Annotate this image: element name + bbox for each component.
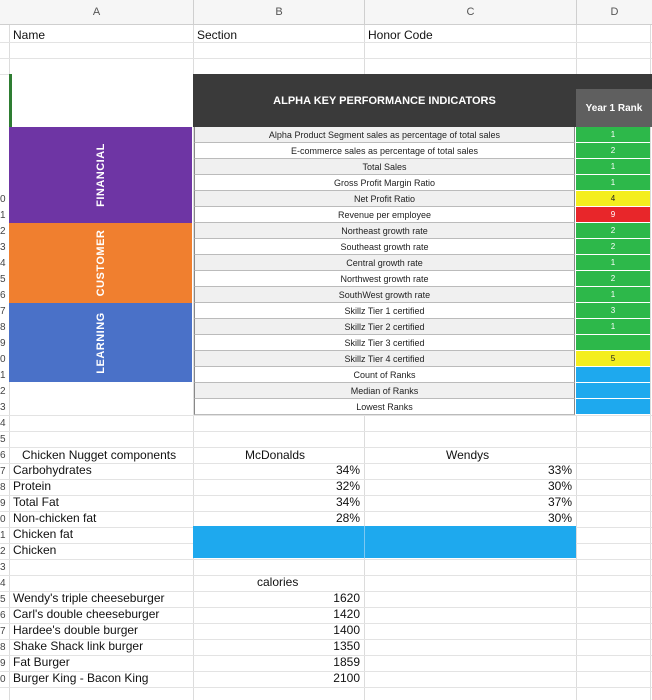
row-number[interactable]: 5 [0,434,6,445]
burger-name[interactable]: Fat Burger [13,655,70,669]
selected-empty-cell[interactable] [9,74,193,127]
row-number[interactable]: 3 [0,562,6,573]
kpi-label[interactable]: Skillz Tier 2 certified [194,319,575,335]
kpi-label[interactable]: Northwest growth rate [194,271,575,287]
grid-line [0,559,652,560]
rank-cell[interactable]: 1 [576,175,650,191]
kpi-label[interactable]: Median of Ranks [194,383,575,399]
rank-cell[interactable] [576,383,650,399]
nugget-row-label[interactable]: Total Fat [13,495,60,509]
rank-cell[interactable]: 1 [576,319,650,335]
highlight-divider [364,526,365,558]
wendys-header[interactable]: Wendys [446,448,490,462]
rank-cell[interactable] [576,335,650,351]
burger-name[interactable]: Carl's double cheeseburger [13,607,160,621]
row-number[interactable]: 1 [0,210,6,221]
chicken-fat-highlight[interactable] [193,526,576,542]
wendys-value[interactable]: 30% [547,479,572,493]
mcdonalds-value[interactable]: 34% [335,463,360,477]
grid-line [0,58,652,59]
rank-header-label: Year 1 Rank [576,89,652,127]
rank-cell[interactable]: 1 [576,127,650,143]
row-number[interactable]: 0 [0,674,6,685]
rank-cell[interactable]: 1 [576,287,650,303]
rank-cell[interactable]: 9 [576,207,650,223]
rank-cell[interactable]: 3 [576,303,650,319]
financial-label: FINANCIAL [94,143,107,207]
wendys-value[interactable]: 33% [547,463,572,477]
row-number[interactable]: 0 [0,514,6,525]
column-header-D[interactable]: D [576,0,652,25]
row-number[interactable]: 0 [0,194,6,205]
rank-cell[interactable]: 4 [576,191,650,207]
nugget-row-label[interactable]: Chicken [13,543,57,557]
row-number[interactable]: 8 [0,322,6,333]
row-number[interactable]: 8 [0,642,6,653]
burger-name[interactable]: Burger King - Bacon King [13,671,149,685]
rank-cell[interactable] [576,399,650,415]
calories-value[interactable]: 1420 [333,607,360,621]
row-number[interactable]: 6 [0,610,6,621]
row-number[interactable]: 2 [0,546,6,557]
rank-cell[interactable]: 1 [576,159,650,175]
row-number[interactable]: 9 [0,658,6,669]
column-header-C[interactable]: C [364,0,576,25]
nugget-row-label[interactable]: Protein [13,479,52,493]
row-number[interactable]: 8 [0,482,6,493]
burger-name[interactable]: Hardee's double burger [13,623,139,637]
grid-line [0,415,652,416]
nugget-title[interactable]: Chicken Nugget components [22,448,177,462]
mcdonalds-value[interactable]: 32% [335,479,360,493]
mcdonalds-value[interactable]: 28% [335,511,360,525]
grid-line [0,687,652,688]
customer-section[interactable] [9,223,192,303]
grid-line [0,431,652,432]
calories-value[interactable]: 1859 [333,655,360,669]
customer-label: CUSTOMER [94,229,107,297]
wendys-value[interactable]: 30% [547,511,572,525]
row-number[interactable]: 1 [0,370,6,381]
grid-line [0,575,652,576]
kpi-label[interactable]: Alpha Product Segment sales as percentage of total sales [194,127,575,143]
row-number[interactable]: 2 [0,386,6,397]
row-number[interactable]: 7 [0,306,6,317]
burger-name[interactable]: Shake Shack link burger [13,639,144,653]
kpi-label[interactable]: E-commerce sales as percentage of total sales [194,143,575,159]
financial-section[interactable] [9,127,192,223]
row-number[interactable]: 7 [0,466,6,477]
nugget-row-label[interactable]: Carbohydrates [13,463,92,477]
row-number[interactable]: 5 [0,274,6,285]
rank-cell[interactable] [576,367,650,383]
kpi-label[interactable]: Skillz Tier 1 certified [194,303,575,319]
calories-value[interactable]: 1620 [333,591,360,605]
row-number[interactable]: 2 [0,226,6,237]
mcdonalds-value[interactable]: 34% [335,495,360,509]
row-number[interactable]: 3 [0,242,6,253]
row-number[interactable]: 5 [0,594,6,605]
grid-line [0,42,652,43]
row-number[interactable]: 7 [0,626,6,637]
kpi-label[interactable]: Total Sales [194,159,575,175]
kpi-label[interactable]: Net Profit Ratio [194,191,575,207]
rank-cell[interactable]: 5 [576,351,650,367]
calories-header[interactable]: calories [257,575,299,589]
kpi-label[interactable]: Southeast growth rate [194,239,575,255]
mcdonalds-header[interactable]: McDonalds [245,448,306,462]
nugget-row-label[interactable]: Chicken fat [13,527,74,541]
row-number[interactable]: 6 [0,290,6,301]
kpi-label[interactable]: Revenue per employee [194,207,575,223]
rank-cell[interactable]: 2 [576,271,650,287]
kpi-label[interactable]: Lowest Ranks [194,399,575,415]
calories-value[interactable]: 2100 [333,671,360,685]
chicken-highlight[interactable] [193,542,576,558]
kpi-label[interactable]: Northeast growth rate [194,223,575,239]
learning-section[interactable] [9,303,192,382]
wendys-value[interactable]: 37% [547,495,572,509]
row-number[interactable]: 4 [0,418,6,429]
name-header[interactable]: Name [13,28,46,42]
rank-cell[interactable]: 2 [576,223,650,239]
kpi-label[interactable]: Skillz Tier 3 certified [194,335,575,351]
kpi-title-banner[interactable]: ALPHA KEY PERFORMANCE INDICATORS [193,74,576,127]
learning-label: LEARNING [94,311,107,374]
nugget-row-label[interactable]: Non-chicken fat [13,511,97,525]
kpi-label[interactable]: Skillz Tier 4 certified [194,351,575,367]
kpi-label[interactable]: Count of Ranks [194,367,575,383]
rank-cell[interactable]: 2 [576,239,650,255]
rank-cell[interactable]: 2 [576,143,650,159]
rank-cell[interactable]: 1 [576,255,650,271]
row-number[interactable]: 9 [0,338,6,349]
section-header[interactable]: Section [197,28,238,42]
kpi-label[interactable]: Central growth rate [194,255,575,271]
row-number[interactable]: 1 [0,530,6,541]
rank-header-dark-strip [576,74,652,89]
row-number[interactable]: 4 [0,578,6,589]
honor-code-header[interactable]: Honor Code [368,28,433,42]
burger-name[interactable]: Wendy's triple cheeseburger [13,591,165,605]
row-number[interactable]: 3 [0,402,6,413]
row-number[interactable]: 6 [0,450,6,461]
column-header-A[interactable]: A [0,0,193,25]
kpi-label[interactable]: SouthWest growth rate [194,287,575,303]
calories-value[interactable]: 1350 [333,639,360,653]
row-number[interactable]: 0 [0,354,6,365]
rank-header[interactable] [576,74,652,127]
row-number[interactable]: 4 [0,258,6,269]
row-number[interactable]: 9 [0,498,6,509]
column-header-B[interactable]: B [193,0,364,25]
calories-value[interactable]: 1400 [333,623,360,637]
kpi-label[interactable]: Gross Profit Margin Ratio [194,175,575,191]
